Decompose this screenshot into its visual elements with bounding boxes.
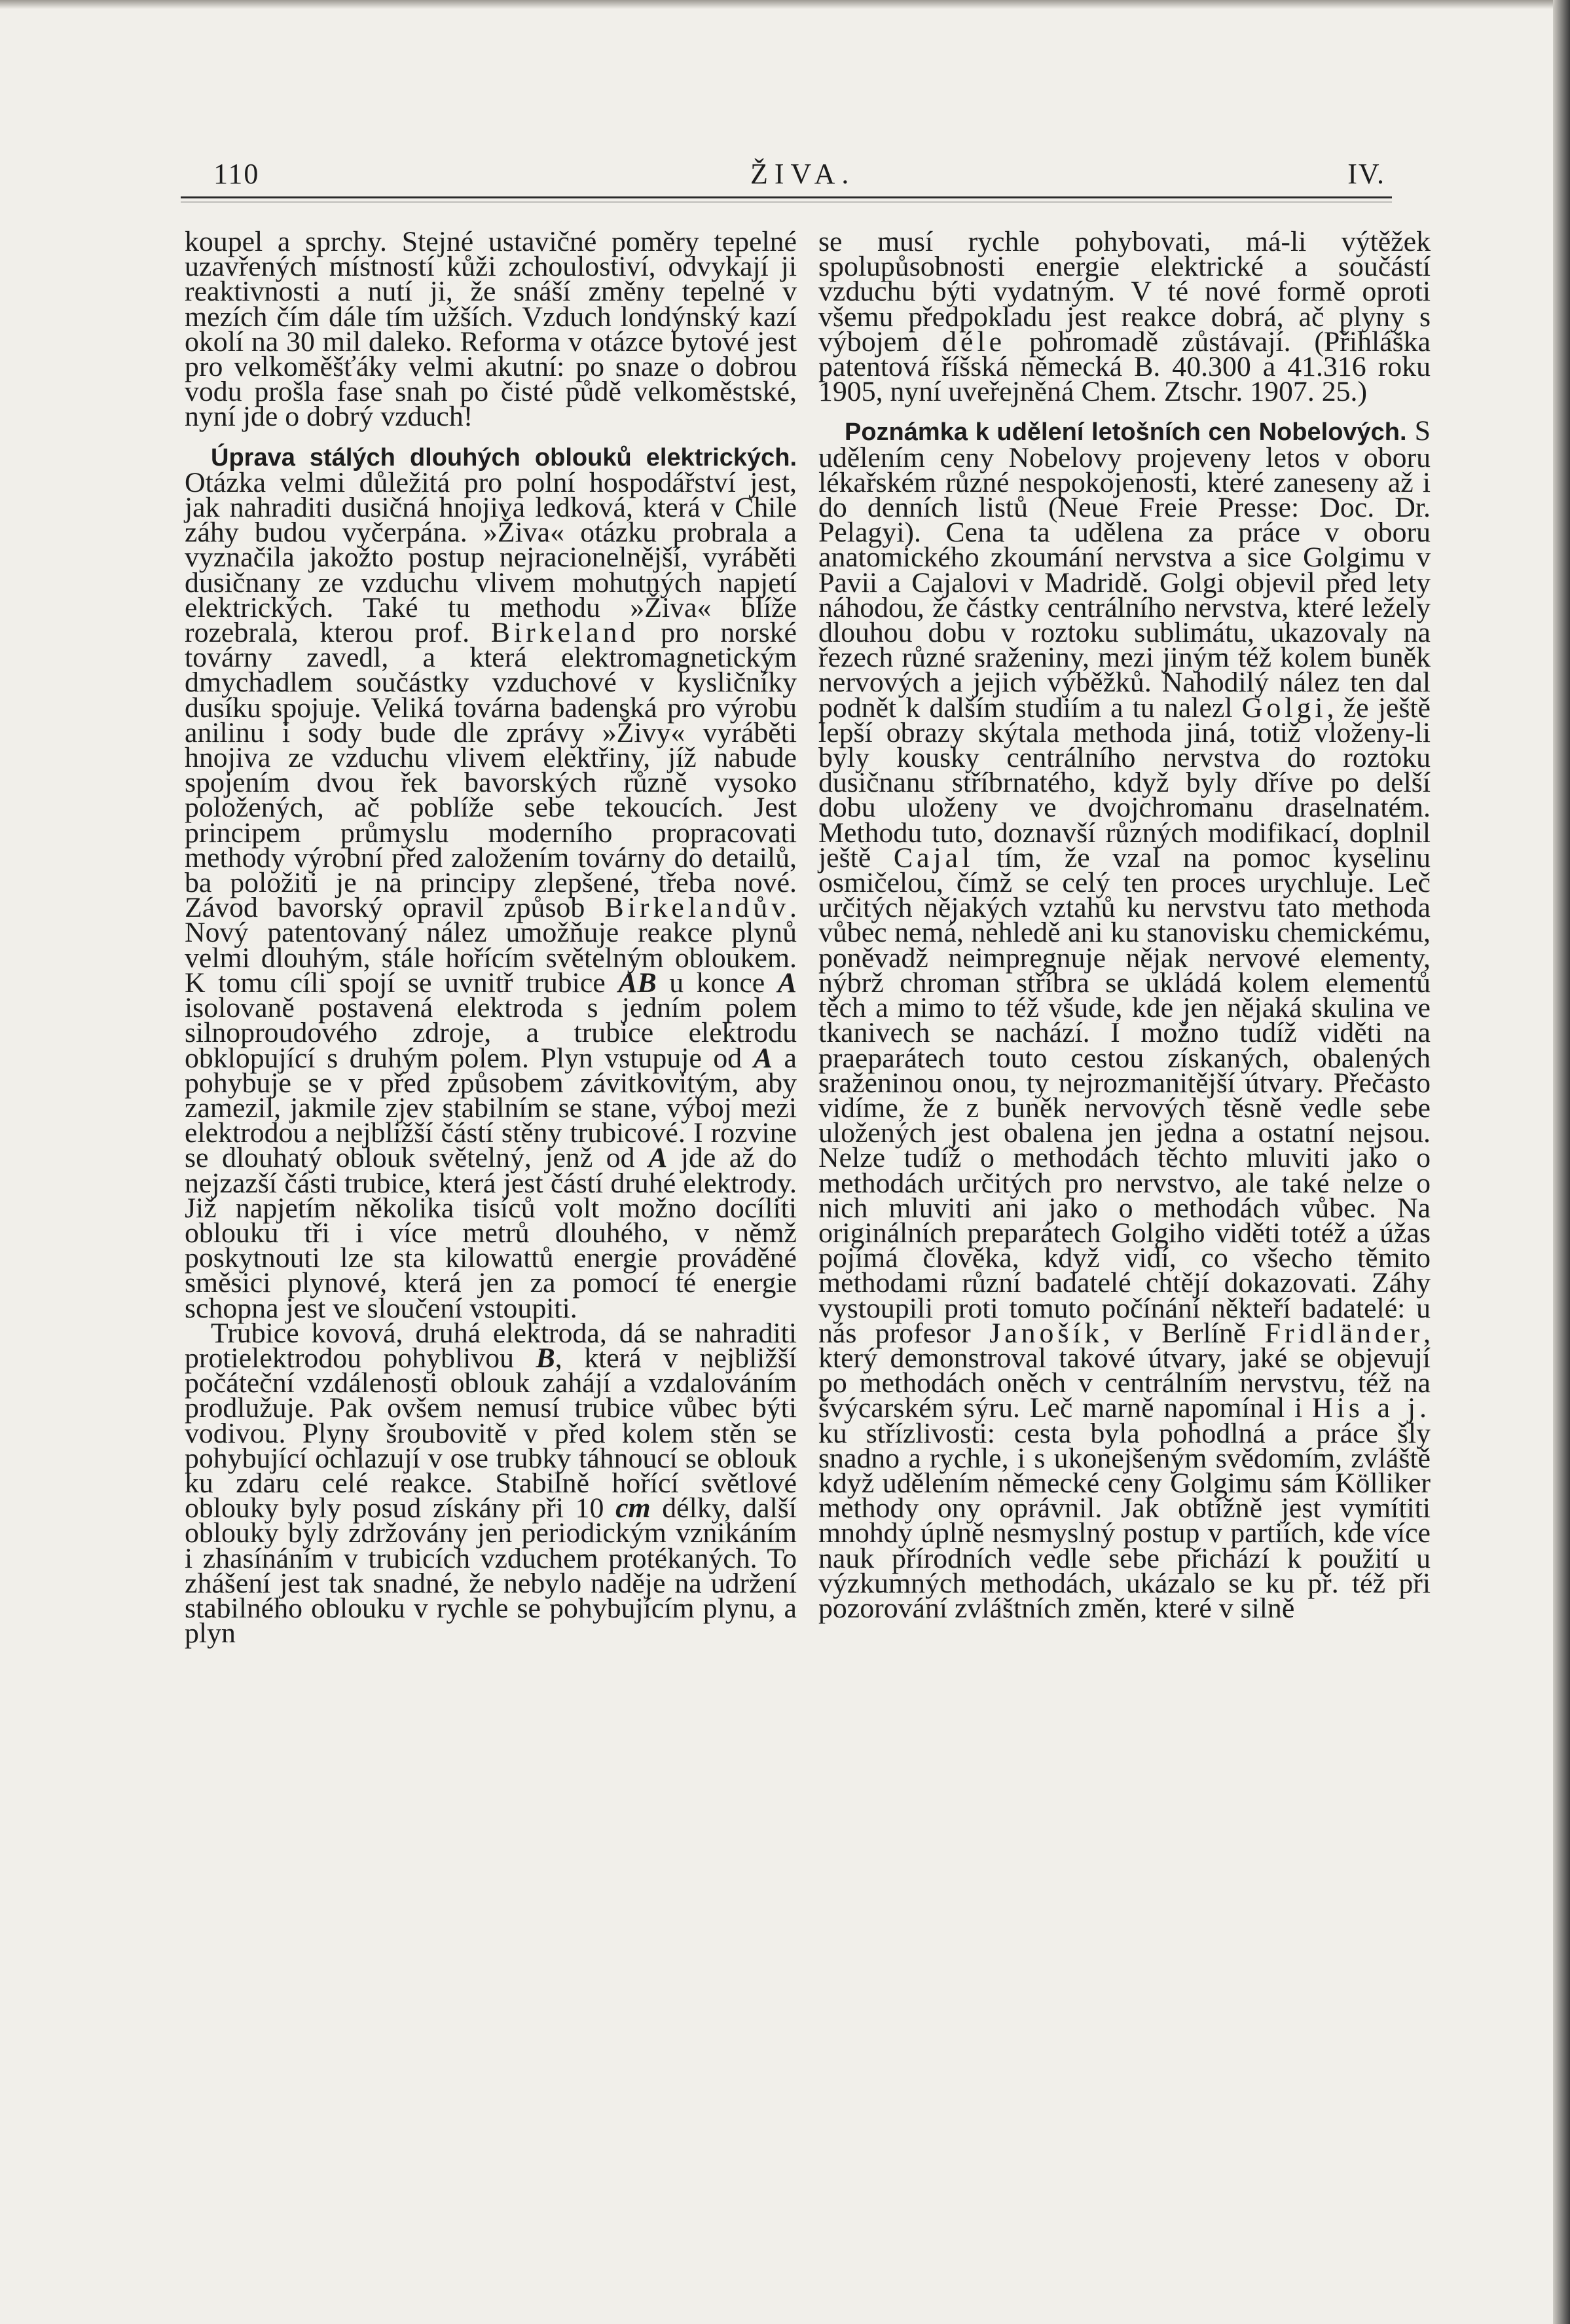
- person-name: His a j.: [1312, 1392, 1431, 1424]
- symbol: A: [753, 1042, 773, 1074]
- right-column: [818, 226, 1431, 1624]
- person-name: Birkelandův: [604, 892, 790, 924]
- section-heading-arc: Úprava stálých dlouhých oblouků elektrických.: [211, 443, 797, 471]
- paragraph-housing: koupel a sprchy. Stejné ustavičné poměry tepelné uzavřených místností kůži zchoulostiví, odvykají ji reaktivnosti a nutí ji, že snáší změny tepelné v mezích čím dále tím užších. Vzduch londýnský kazí okolí na 30 mil daleko. Reforma v otázce bytové jest pro velkoměšťáky velmi akutní: po snaze o dobrou vodu prošla fase snah po čisté půdě velkoměstské, nyní jde o dobrý vzduch!: [185, 226, 797, 433]
- symbol: A: [777, 967, 797, 999]
- person-name: Fridländer: [1264, 1317, 1424, 1349]
- person-name: Cajal: [893, 841, 974, 874]
- person-name: Golgi: [1241, 692, 1327, 724]
- unit: cm: [615, 1492, 651, 1524]
- spaced-word: déle: [942, 325, 1006, 358]
- symbol: B: [536, 1342, 555, 1374]
- header-rule: [181, 196, 1392, 198]
- paragraph-nobel: Poznámka k udělení letošních cen Nobelových. S udělením ceny Nobelovy projeveny letos v oboru lékařském různé nespokojenosti, které zaneseny až i do denních listů (Neue Freie Presse: Doc. Dr. Pelagyi). Cena ta udělena za práce v oboru anatomického zkoumání nervstva a sice Golgimu v Pavii a Cajalovi v Madridě. Golgi objevil před lety náhodou, že částky centrálního nervstva, které ležely dlouhou dobu v roztoku sublimátu, ukazovaly na řezech různé sraženiny, mezi jiným též kolem buněk nervových a jejich výběžků. Nahodilý nález ten dal podnět k dalším studiím a tu nalezl Golgi, že ještě lepší obrazy skýtala methoda jiná, totiž vloženy-li byly kousky centrálního nervstva do roztoku dusičnanu stříbrnatého, když byly dříve po delší dobu uloženy ve dvojchromanu draselnatém. Methodu tuto, doznavší různých modifikací, doplnil ještě Cajal tím, že vzal na pomoc kyselinu osmičelou, čímž se celý ten proces urychluje. Leč určitých nějakých vztahů ku nervstvu tato methoda vůbec nemá, nehledě ani ku stanovisku chemickému, poněvadž neimpregnuje nějak nervové elementy, nýbrž chroman stříbra se ukládá kolem elementů těch a mimo to též všude, kde jen nějaká skulina ve tkanivech se nachází. I možno tudíž viděti na praeparátech touto cestou získaných, obalených sraženinou onou, ty nejrozmanitější útvary. Přečasto vidíme, že z buněk nervových těsně vedle sebe uložených jest obalena jen jedna a ostatní nejsou. Nelze tudíž o methodách těchto mluviti jako o methodách určitých pro nervstvo, ale také nelze o nich mluviti ani jako o methodách vůbec. Na originálních preparátech Golgiho viděti totéž a úžas pojímá člověka, když vidí, co všecho těmito methodami různí badatelé chtějí dokazovati. Záhy vystoupili proti tomuto počínání někteří badatelé: u nás profesor Janošík, v Berlíně Fridländer, který demonstroval takové útvary, jaké se objevují po methodách oněch v centrálním nervstvu, též na švýcarském sýru. Leč marně napomínal i His a j. ku střízlivosti: cesta byla pohodlná a práce šly snadno a rychle, i s ukonejšeným svědomím, zvláště když udělením německé ceny Golgimu sám Kölliker methody ony oprávnil. Jak obtížně jest vymítiti mnohdy úplně nesmyslný postup v partiích, kde více nauk přírodních vedle sebe přichází k použití u výzkumných methodách, ukázalo se ku př. též při pozorování zvláštních změn, které v silně: [818, 415, 1431, 1624]
- paragraph-continuation: se musí rychle pohybovati, má-li výtěžek spolupůsobnosti energie elektrické a součástí vzduchu býti vydatným. V té nové formě oproti všemu předpokladu jest reakce dobrá, ač plyny s výbojem déle pohromadě zůstávají. (Přihláška patentová říšská německá B. 40.300 a 41.316 roku 1905, nyní uveřejněná Chem. Ztschr. 1907. 25.): [818, 226, 1431, 408]
- volume-number: IV.: [1347, 158, 1385, 190]
- symbol: A: [648, 1142, 668, 1174]
- symbol: AB: [618, 967, 657, 999]
- page-top-edge: [0, 0, 1570, 9]
- person-name: Birkeland: [490, 617, 640, 649]
- section-heading-nobel: Poznámka k udělení letošních cen Nobelových.: [845, 418, 1407, 447]
- person-name: Janošík: [989, 1317, 1103, 1349]
- left-column: [185, 226, 797, 1650]
- journal-title: ŽIVA.: [750, 158, 856, 190]
- page-number: 110: [213, 158, 260, 190]
- page-right-edge: [1553, 0, 1570, 2324]
- running-header: [181, 157, 1392, 196]
- paragraph-arc: Úprava stálých dlouhých oblouků elektrických. Otázka velmi důležitá pro polní hospodářství jest, jak nahraditi dusičná hnojiva ledková, která v Chile záhy budou vyčerpána. »Živa« otázku probrala a vyznačila jakožto postup nejracionelnější, vyráběti dusičnany ze vzduchu vlivem mohutných napjetí elektrických. Také tu methodu »Živa« blíže rozebrala, kterou prof. Birkeland pro norské továrny zavedl, a která elektromagnetickým dmychadlem součástky vzduchové v kysličníky dusíku spojuje. Veliká továrna badenská pro výrobu anilinu i sody bude dle zprávy »Živy« vyráběti hnojiva ze vzduchu vlivem elektřiny, jíž nabude spojením dvou řek bavorských různě vysoko položených, ač poblíže sebe tekoucích. Jest principem průmyslu moderního propracovati methody výrobní před založením továrny do detailů, ba položiti je na principy zlepšené, třeba nové. Závod bavorský opravil způsob Birkelandův. Nový patentovaný nález umožňuje reakce plynů velmi dlouhým, stále hořícím světelným obloukem. K tomu cíli spojí se uvnitř trubice AB u konce A isolovaně postavená elektroda s jedním polem silnoproudového zdroje, a trubice elektrodu obklopující s druhým polem. Plyn vstupuje od A a pohybuje se v před způsobem závitkovitým, aby zamezil, jakmile zjev stabilním se stane, výboj mezi elektrodou a nejbližší částí stěny trubicové. I rozvine se dlouhatý oblouk světelný, jenž od A jde až do nejzazší části trubice, která jest částí druhé elektrody. Již napjetím několika tisíců volt možno docíliti oblouku tři i více metrů dlouhého, v němž poskytnouti lze sta kilowattů energie prováděné směsici plynové, která jen za pomocí té energie schopna jest ve sloučení vstoupiti.: [185, 443, 797, 1324]
- paragraph-tube: Trubice kovová, druhá elektroda, dá se nahraditi protielektrodou pohyblivou B, která v nejbližší počáteční vzdálenosti oblouk zahájí a vzdalováním prodlužuje. Pak ovšem nemusí trubice vůbec býti vodivou. Plyny šroubovitě v před kolem stěn se pohybující ochlazují v ose trubky táhnoucí se oblouk ku zdaru celé reakce. Stabilně hořící světlové oblouky byly posud získány při 10 cm délky, další oblouky byly zdržovány jen periodickým vznikáním i zhasínáním v trubicích vzduchem protékaných. To zhášení jest tak snadné, že nebylo naděje na udržení stabilného oblouku v rychle se pohybujícím plynu, a plyn: [185, 1317, 797, 1650]
